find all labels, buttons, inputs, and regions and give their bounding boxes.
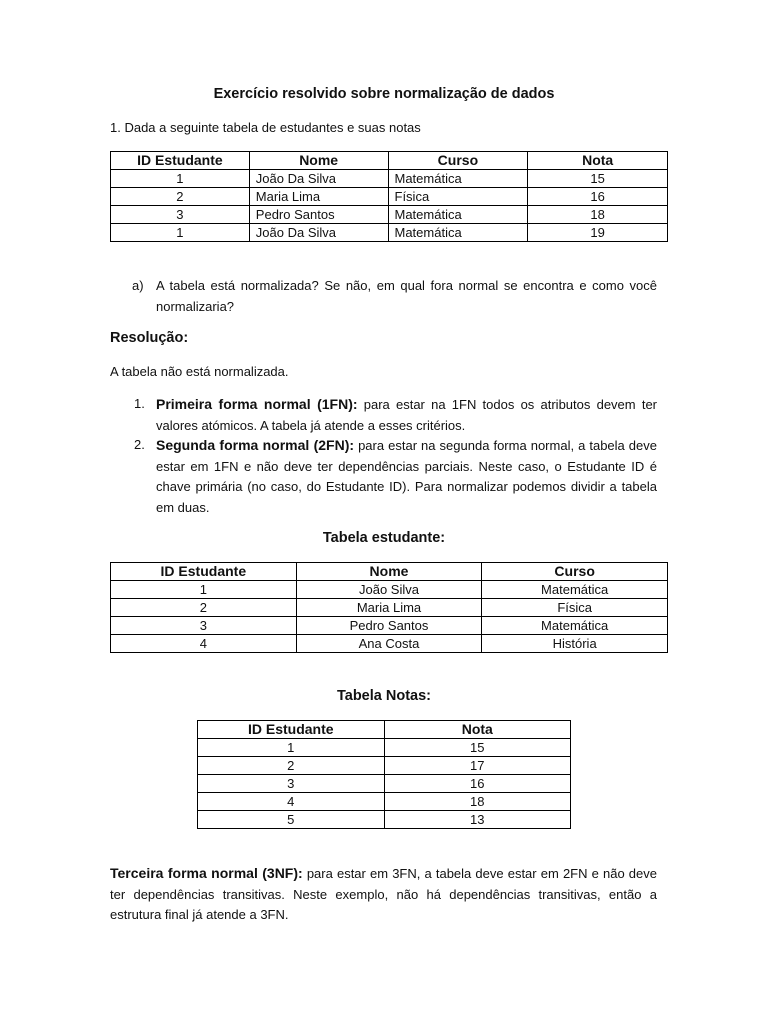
- table-cell: 18: [384, 793, 570, 811]
- table-row: [111, 599, 668, 617]
- students-table-heading: Tabela estudante:: [322, 530, 446, 546]
- column-header: ID Estudante: [198, 721, 385, 739]
- students-table: [110, 562, 668, 653]
- table-row: [198, 739, 571, 757]
- table-header-row: [111, 152, 668, 170]
- not-normalized-text: A tabela não está normalizada.: [110, 364, 289, 379]
- table-cell: Matemática: [388, 224, 528, 242]
- table-cell: 16: [384, 775, 570, 793]
- third-text: para estar em 3FN, a tabela deve estar em 2FN e não deve ter dependências transitivas. Neste exemplo, não há dependências transitivas, então a estrutura final já atende a 3FN.: [110, 866, 658, 922]
- step-marker: 2.: [134, 437, 145, 452]
- table-cell: João Da Silva: [249, 170, 388, 188]
- table-cell: 3: [111, 617, 297, 635]
- table-row: [111, 617, 668, 635]
- table-cell: 18: [528, 206, 668, 224]
- resolution-heading: Resolução:: [110, 330, 189, 346]
- step-text: para estar na 1FN todos os atributos devem ter valores atómicos. A tabela já atende a esses critérios.: [156, 397, 657, 433]
- step-1fn: [156, 394, 657, 436]
- table-cell: Maria Lima: [249, 188, 388, 206]
- table-cell: 13: [384, 811, 570, 829]
- column-header: Nome: [296, 563, 482, 581]
- table-cell: História: [482, 635, 668, 653]
- column-header: Nota: [384, 721, 570, 739]
- step-text: para estar na segunda forma normal, a tabela deve estar em 1FN e não deve ter dependências parciais. Neste caso, o Estudante ID é chave primária (no caso, do Estudante ID). Para normalizar podemos dividir a tabela em duas.: [156, 438, 657, 515]
- page-title: Exercício resolvido sobre normalização de dados: [213, 86, 555, 102]
- column-header: ID Estudante: [111, 152, 250, 170]
- table-row: [111, 170, 668, 188]
- third-label: Terceira forma normal (3NF):: [110, 865, 303, 881]
- grades-table-heading: Tabela Notas:: [336, 688, 431, 704]
- question-marker: a): [132, 278, 144, 293]
- table-cell: 1: [198, 739, 385, 757]
- table-row: [198, 775, 571, 793]
- step-marker: 1.: [134, 396, 145, 411]
- table-cell: Matemática: [482, 581, 668, 599]
- column-header: Curso: [482, 563, 668, 581]
- table-row: [111, 206, 668, 224]
- table-cell: 2: [111, 188, 250, 206]
- table-row: [198, 811, 571, 829]
- table-cell: 3: [198, 775, 385, 793]
- table-cell: Matemática: [388, 206, 528, 224]
- table-cell: 4: [111, 635, 297, 653]
- table-cell: 19: [528, 224, 668, 242]
- table-cell: João Da Silva: [249, 224, 388, 242]
- table-cell: 15: [528, 170, 668, 188]
- table-cell: 4: [198, 793, 385, 811]
- column-header: Curso: [388, 152, 528, 170]
- intro-text: 1. Dada a seguinte tabela de estudantes e suas notas: [110, 120, 421, 135]
- table-row: [111, 188, 668, 206]
- step-2fn: [156, 435, 657, 518]
- column-header: ID Estudante: [111, 563, 297, 581]
- table-row: [111, 635, 668, 653]
- table-cell: Maria Lima: [296, 599, 482, 617]
- question-text: A tabela está normalizada? Se não, em qual fora normal se encontra e como você normalizaria?: [156, 278, 657, 314]
- table-row: [111, 224, 668, 242]
- table-header-row: [111, 563, 668, 581]
- table-cell: Pedro Santos: [296, 617, 482, 635]
- table-cell: Ana Costa: [296, 635, 482, 653]
- table-cell: 15: [384, 739, 570, 757]
- table-cell: Pedro Santos: [249, 206, 388, 224]
- column-header: Nota: [528, 152, 668, 170]
- table-cell: Matemática: [388, 170, 528, 188]
- table-cell: 16: [528, 188, 668, 206]
- table-cell: 2: [111, 599, 297, 617]
- step-label: Primeira forma normal (1FN):: [156, 396, 358, 412]
- grades-table: [197, 720, 571, 829]
- third-normal-form: [110, 863, 657, 926]
- table-cell: 1: [111, 224, 250, 242]
- students-grades-table: [110, 151, 668, 242]
- column-header: Nome: [249, 152, 388, 170]
- table-header-row: [198, 721, 571, 739]
- table-cell: 3: [111, 206, 250, 224]
- table-cell: 1: [111, 170, 250, 188]
- table-row: [198, 793, 571, 811]
- table-cell: Matemática: [482, 617, 668, 635]
- table-cell: 17: [384, 757, 570, 775]
- table-cell: Física: [482, 599, 668, 617]
- table-cell: 2: [198, 757, 385, 775]
- table-cell: Física: [388, 188, 528, 206]
- table-row: [198, 757, 571, 775]
- table-cell: 5: [198, 811, 385, 829]
- table-cell: João Silva: [296, 581, 482, 599]
- step-label: Segunda forma normal (2FN):: [156, 437, 355, 453]
- table-cell: 1: [111, 581, 297, 599]
- table-row: [111, 581, 668, 599]
